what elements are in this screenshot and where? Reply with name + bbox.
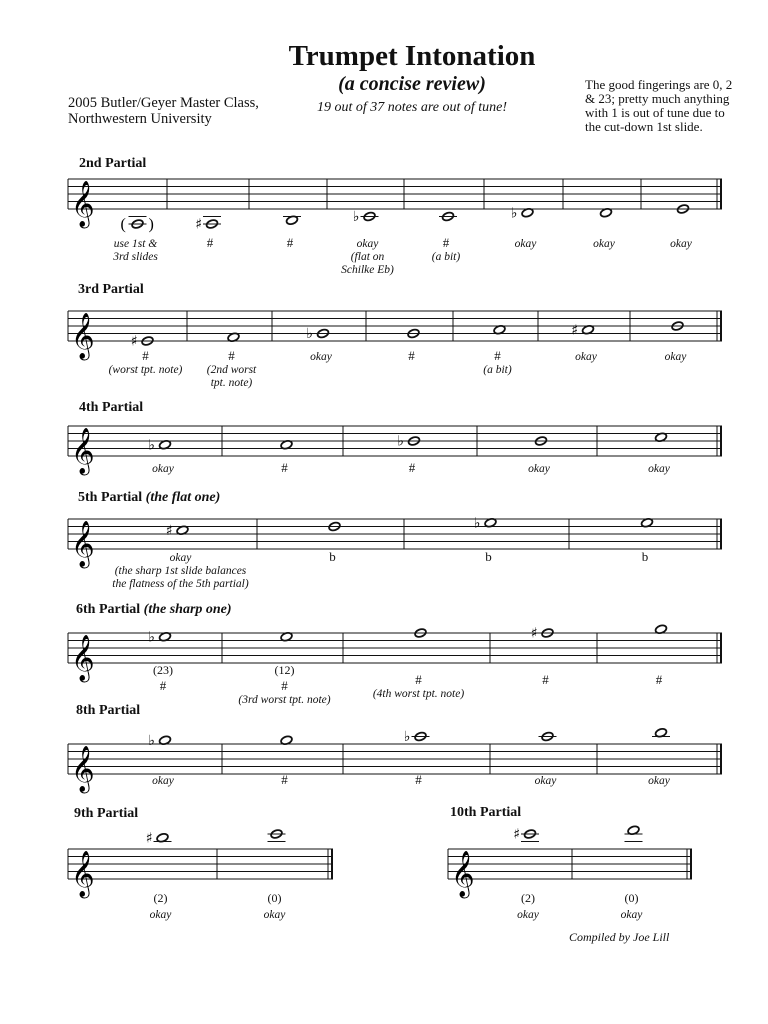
note <box>373 628 465 700</box>
note <box>665 321 688 363</box>
page-title: Trumpet Intonation <box>288 40 536 72</box>
flat-sign-icon: ♭ <box>473 515 481 532</box>
note <box>328 521 341 564</box>
partial-staff <box>448 825 692 921</box>
note <box>264 829 287 921</box>
note <box>341 209 394 276</box>
note-annotation: okay <box>528 463 550 475</box>
note-annotation: the flatness of the 5th partial) <box>112 578 249 590</box>
note <box>593 207 616 250</box>
paren-left: ( <box>120 216 126 233</box>
note-annotation: b <box>641 549 649 564</box>
note-annotation: # <box>415 672 422 687</box>
partial-staff <box>68 727 722 794</box>
partial-title: 2nd Partial <box>79 156 147 171</box>
treble-clef-icon: 𝄞 <box>71 313 95 359</box>
note <box>397 434 420 476</box>
note-annotation: 3rd slides <box>113 251 158 263</box>
note <box>280 735 293 787</box>
note-annotation: # <box>408 460 416 475</box>
note <box>195 217 221 251</box>
note <box>112 216 158 263</box>
treble-clef-icon: 𝄞 <box>71 746 95 792</box>
treble-clef-icon: 𝄞 <box>451 851 475 897</box>
note <box>648 727 671 787</box>
note-annotation: # <box>542 672 549 687</box>
sharp-sign-icon: ♯ <box>195 216 202 233</box>
note <box>528 436 551 475</box>
fingering-label: (0) <box>624 891 639 905</box>
partial-staff <box>68 179 722 276</box>
flat-sign-icon: ♭ <box>148 732 155 749</box>
note <box>621 825 644 921</box>
note-annotation: # <box>442 235 450 250</box>
note-annotation: okay <box>575 351 597 363</box>
note-annotation: # <box>408 348 415 363</box>
note-annotation: (worst tpt. note) <box>108 364 183 376</box>
partial-title: 3rd Partial <box>78 282 144 297</box>
note-annotation: use 1st & <box>113 238 158 250</box>
treble-clef-icon: 𝄞 <box>71 521 95 567</box>
note-annotation: # <box>281 460 288 475</box>
flat-sign-icon: ♭ <box>148 629 155 646</box>
partial-title: 10th Partial <box>450 805 522 820</box>
note-annotation: # <box>281 772 288 787</box>
fingering-label: (0) <box>267 891 282 905</box>
flat-sign-icon: ♭ <box>510 205 518 222</box>
note <box>283 215 301 250</box>
fingering-label: (23) <box>153 663 173 677</box>
note <box>531 626 554 688</box>
note-annotation: b <box>329 549 336 564</box>
source-line-1: 2005 Butler/Geyer Master Class, <box>68 95 259 111</box>
sharp-sign-icon: ♯ <box>513 826 520 843</box>
paren-right: ) <box>148 216 154 233</box>
note-annotation: # <box>159 678 167 693</box>
note-annotation: tpt. note) <box>210 377 253 389</box>
note-annotation: (the sharp 1st slide balances <box>114 565 247 577</box>
flat-sign-icon: ♭ <box>397 433 404 450</box>
flat-sign-icon: ♭ <box>306 326 313 342</box>
note-annotation: okay <box>648 463 670 475</box>
note <box>112 523 249 590</box>
note-annotation: (flat on <box>350 251 385 263</box>
note-annotation: # <box>228 348 235 363</box>
note-annotation: # <box>655 672 663 687</box>
partial-staff <box>68 829 333 921</box>
note-annotation: okay <box>664 351 687 363</box>
partial-title: 8th Partial <box>76 703 141 718</box>
sharp-sign-icon: ♯ <box>130 333 138 350</box>
note <box>146 830 173 921</box>
note <box>280 439 293 475</box>
fingering-label: (12) <box>274 663 295 677</box>
treble-clef-icon: 𝄞 <box>71 635 95 681</box>
page-subtitle: (a concise review) <box>338 73 486 95</box>
note <box>404 729 430 787</box>
fingering-label: (2) <box>153 891 168 905</box>
note-annotation: okay <box>356 238 379 250</box>
note-annotation: okay <box>169 552 192 564</box>
note-annotation: Schilke Eb) <box>341 264 394 276</box>
note-annotation: (3rd worst tpt. note) <box>238 694 331 706</box>
sharp-sign-icon: ♯ <box>571 322 578 339</box>
flat-sign-icon: ♭ <box>352 209 360 225</box>
note <box>306 326 332 363</box>
note <box>148 629 173 693</box>
source-line-2: Northwestern University <box>68 111 212 127</box>
note-annotation: okay <box>670 238 692 250</box>
note-annotation: okay <box>152 775 174 787</box>
fingering-note: The good fingerings are 0, 2 & 23; pretty much anything with 1 is out of tune due to the cut-down 1st slide. <box>585 77 733 134</box>
note-annotation: okay <box>517 909 539 921</box>
fingering-label: (2) <box>521 891 535 905</box>
sharp-sign-icon: ♯ <box>165 522 173 539</box>
note-annotation: b <box>485 549 492 564</box>
treble-clef-icon: 𝄞 <box>71 181 95 227</box>
note-annotation: okay <box>310 351 332 363</box>
sharp-sign-icon: ♯ <box>530 625 538 642</box>
note <box>513 827 540 922</box>
note-annotation: okay <box>149 909 172 921</box>
note-annotation: okay <box>593 238 615 250</box>
note-annotation: # <box>281 678 288 693</box>
note-annotation: # <box>415 772 422 787</box>
partial-staff <box>68 515 722 590</box>
treble-clef-icon: 𝄞 <box>71 851 95 897</box>
partial-title: 6th Partial (the sharp one) <box>76 602 232 617</box>
sharp-sign-icon: ♯ <box>145 830 153 847</box>
note-annotation: # <box>494 348 501 363</box>
note-annotation: okay <box>534 775 557 787</box>
note <box>238 631 330 706</box>
note <box>474 515 497 564</box>
note-annotation: (2nd worst <box>206 364 257 376</box>
partial-staff <box>68 426 722 476</box>
note <box>483 324 512 376</box>
note <box>641 517 654 564</box>
note-annotation: okay <box>514 238 537 250</box>
note-annotation: okay <box>620 909 643 921</box>
note <box>571 322 598 363</box>
partial-title: 4th Partial <box>79 400 144 415</box>
note-annotation: (a bit) <box>483 364 512 376</box>
tagline: 19 out of 37 notes are out of tune! <box>316 100 508 115</box>
note-annotation: (a bit) <box>431 251 461 263</box>
partial-title: 9th Partial <box>74 806 139 821</box>
note <box>511 205 537 250</box>
note-annotation: okay <box>648 775 670 787</box>
partial-staff <box>68 311 722 389</box>
flat-sign-icon: ♭ <box>403 729 411 745</box>
note <box>148 733 174 787</box>
note-annotation: # <box>206 235 214 250</box>
flat-sign-icon: ♭ <box>148 437 155 454</box>
note <box>648 432 671 475</box>
note-annotation: (4th worst tpt. note) <box>372 688 465 700</box>
note-annotation: okay <box>263 909 286 921</box>
note-annotation: # <box>286 235 294 250</box>
partial-staff <box>68 624 722 706</box>
note-annotation: # <box>142 348 149 363</box>
note <box>670 204 693 250</box>
note-annotation: okay <box>152 463 174 475</box>
credit: Compiled by Joe Lill <box>569 930 670 944</box>
treble-clef-icon: 𝄞 <box>71 428 95 474</box>
note <box>109 334 183 377</box>
note <box>432 211 461 263</box>
partial-title: 5th Partial (the flat one) <box>78 490 221 505</box>
